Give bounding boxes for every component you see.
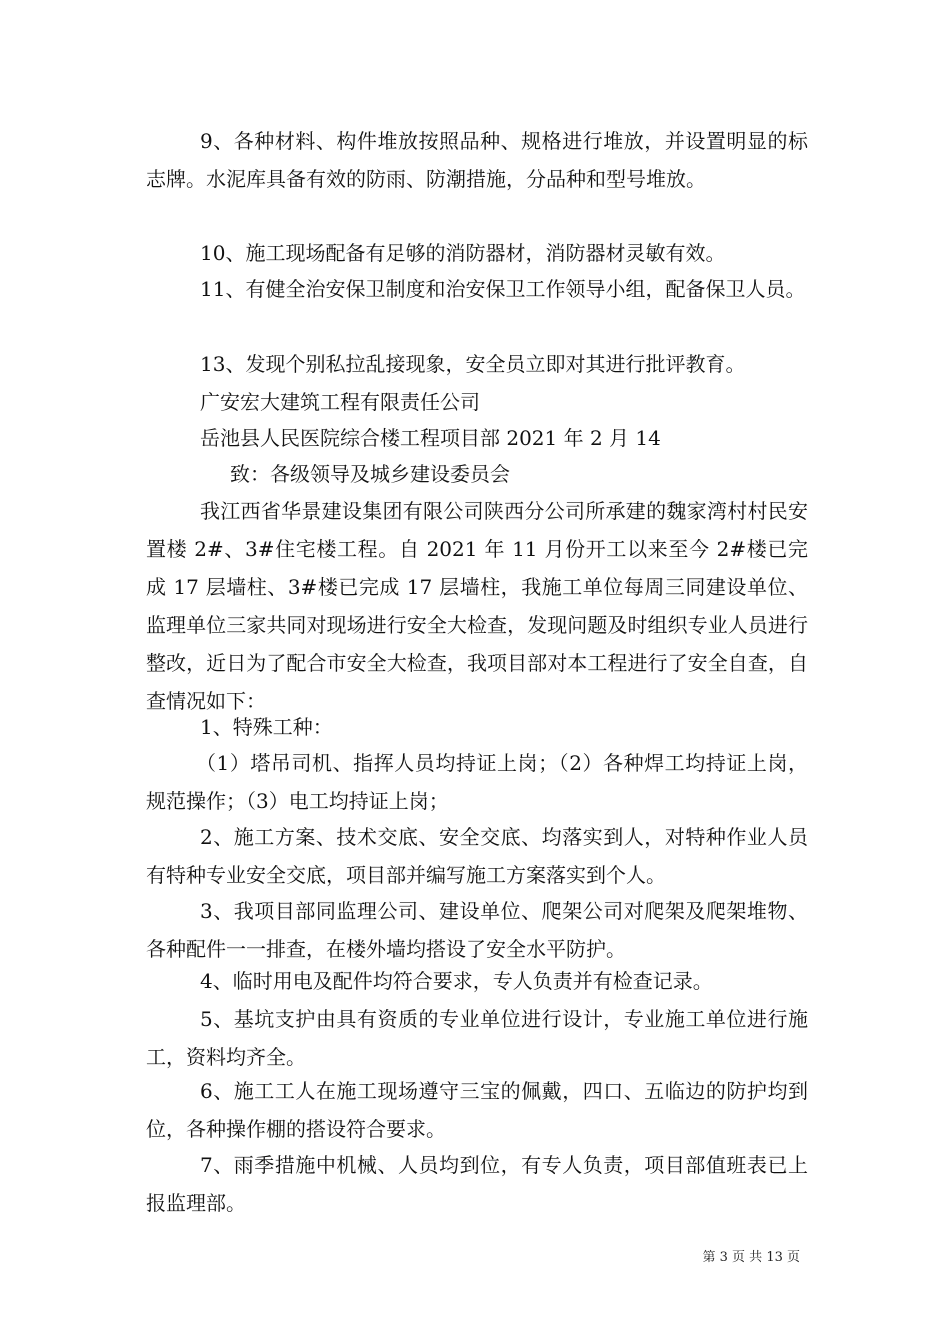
item-2: 2、施工方案、技术交底、安全交底、均落实到人，对特种作业人员有特种专业安全交底，项目部并编写施工方案落实到个人。	[146, 825, 808, 887]
page-footer: 第 3 页 共 13 页	[702, 1250, 800, 1265]
paragraph-item-9: 9、各种材料、构件堆放按照品种、规格进行堆放，并设置明显的标志牌。水泥库具备有效的防雨、防潮措施，分品种和型号堆放。	[146, 129, 808, 191]
item-1-body: （1）塔吊司机、指挥人员均持证上岗；（2）各种焊工均持证上岗，规范操作；（3）电工均持证上岗；	[146, 751, 808, 813]
item-4: 4、临时用电及配件均符合要求，专人负责并有检查记录。	[200, 969, 713, 993]
item-6: 6、施工工人在施工现场遵守三宝的佩戴，四口、五临边的防护均到位，各种操作棚的搭设符合要求。	[146, 1079, 808, 1141]
intro-paragraph: 我江西省华景建设集团有限公司陕西分公司所承建的魏家湾村村民安置楼 2#、3#住宅楼工程。自 2021 年 11 月份开工以来至今 2#楼已完成 17 层墙柱、3#楼已完成 17 层墙柱，我施工单位每周三同建设单位、监理单位三家共同对现场进行安全大检查，发现问题及时组织专业人员进行整改，近日为了配合市安全大检查，我项目部对本工程进行了安全自查，自查情况如下：	[146, 499, 808, 713]
project-date-line: 岳池县人民医院综合楼工程项目部 2021 年 2 月 14	[200, 426, 661, 450]
item-3: 3、我项目部同监理公司、建设单位、爬架公司对爬架及爬架堆物、各种配件一一排查，在楼外墙均搭设了安全水平防护。	[146, 899, 808, 961]
paragraph-item-11: 11、有健全治安保卫制度和治安保卫工作领导小组，配备保卫人员。	[200, 277, 806, 301]
paragraph-item-13: 13、发现个别私拉乱接现象，安全员立即对其进行批评教育。	[200, 352, 746, 376]
salutation: 致：各级领导及城乡建设委员会	[230, 462, 510, 486]
company-name: 广安宏大建筑工程有限责任公司	[200, 390, 480, 414]
item-5: 5、基坑支护由具有资质的专业单位进行设计，专业施工单位进行施工，资料均齐全。	[146, 1007, 808, 1069]
item-1-title: 1、特殊工种：	[200, 715, 333, 739]
item-7: 7、雨季措施中机械、人员均到位，有专人负责，项目部值班表已上报监理部。	[146, 1153, 808, 1215]
paragraph-item-10: 10、施工现场配备有足够的消防器材，消防器材灵敏有效。	[200, 241, 726, 265]
